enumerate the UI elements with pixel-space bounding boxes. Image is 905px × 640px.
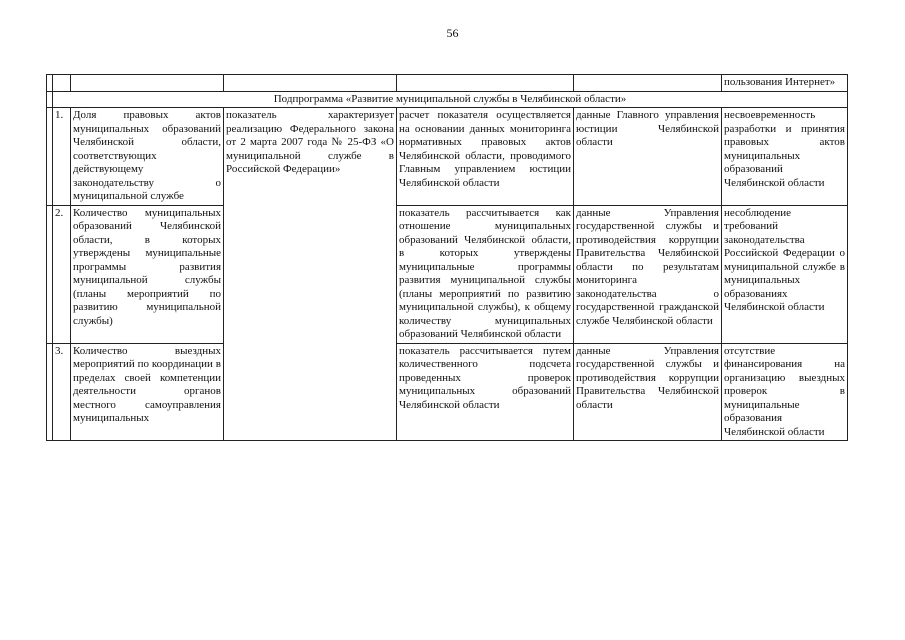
continuation-risk-cell: пользования Интернет» bbox=[722, 75, 848, 92]
source-cell: данные Главного управления юстиции Челябинской области bbox=[574, 108, 722, 206]
table-row bbox=[47, 343, 848, 441]
subprogram-title: Подпрограмма «Развитие муниципальной службы в Челябинской области» bbox=[53, 91, 848, 108]
continuation-row bbox=[47, 75, 848, 92]
row-number: 2. bbox=[53, 205, 71, 343]
indicator-cell: Доля правовых актов муниципальных образований Челябинской области, соответствующих действующему законодательству о муниципальной службе bbox=[71, 108, 224, 206]
calculation-cell: показатель рассчитывается путем количественного подсчета проведенных проверок муниципальных образований Челябинской области bbox=[397, 343, 574, 441]
page-number: 56 bbox=[446, 26, 459, 40]
row-number: 1. bbox=[53, 108, 71, 206]
indicators-table bbox=[46, 74, 848, 441]
risk-cell: несоблюдение требований законодательства Российской Федерации о муниципальной службе в муниципальных образованиях Челябинской области bbox=[722, 205, 848, 343]
risk-cell: несвоевременность разработки и принятия правовых актов муниципальных образований Челябинской области bbox=[722, 108, 848, 206]
indicator-cell: Количество выездных мероприятий по координации в пределах своей компетенции деятельности органов местного самоуправления муниципальных bbox=[71, 343, 224, 441]
risk-cell: отсутствие финансирования на организацию выездных проверок в муниципальные образования Челябинской области bbox=[722, 343, 848, 441]
source-cell: данные Управления государственной службы и противодействия коррупции Правительства Челябинской области bbox=[574, 343, 722, 441]
calculation-cell: показатель рассчитывается как отношение муниципальных образований Челябинской области, в которых утверждены муниципальные программы развития муниципальной службы (планы мероприятий по развитию муниципальной службы), к общему количеству муниципальных образований Челябинской области bbox=[397, 205, 574, 343]
table-row bbox=[47, 205, 848, 343]
indicator-cell: Количество муниципальных образований Челябинской области, в которых утверждены муниципальные программы развития муниципальной службы (планы мероприятий по развитию муниципальной службы) bbox=[71, 205, 224, 343]
calculation-cell: расчет показателя осуществляется на основании данных мониторинга нормативных правовых актов Челябинской области, проводимого Главным управлением юстиции Челябинской области bbox=[397, 108, 574, 206]
source-cell: данные Управления государственной службы и противодействия коррупции Правительства Челябинской области по результатам мониторинга законодательства о государственной гражданской службе Челябинской области bbox=[574, 205, 722, 343]
basis-cell: показатель характеризует реализацию Федерального закона от 2 марта 2007 года № 25-ФЗ «О муниципальной службе в Российской Федерации» bbox=[224, 108, 397, 441]
subprogram-row bbox=[47, 91, 848, 108]
table-row bbox=[47, 108, 848, 206]
row-number: 3. bbox=[53, 343, 71, 441]
